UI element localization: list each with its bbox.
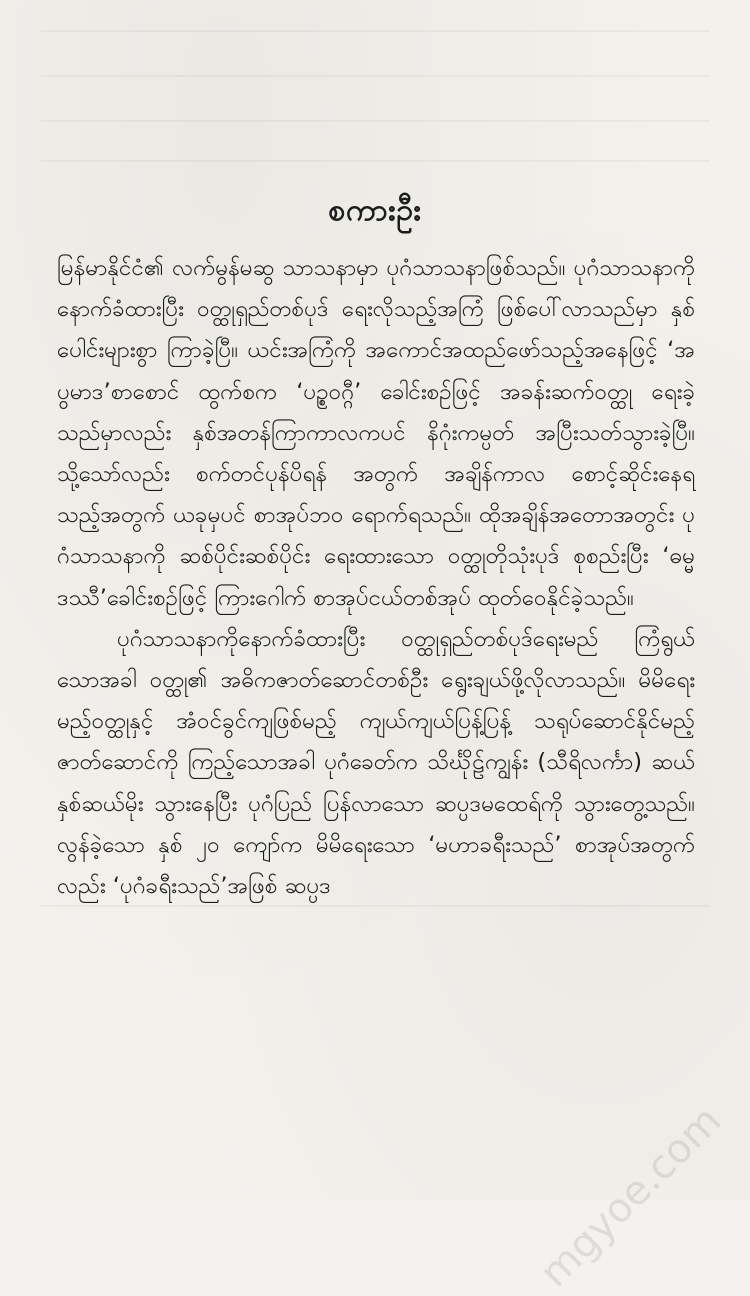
bleed-through-line (40, 75, 710, 77)
paragraph: မြန်မာနိုင်ငံ၏ လက်မွန်မဆွ သာသနာမှာ ပုဂံသာသနာဖြစ်သည်။ ပုဂံသာသနာကို နောက်ခံထားပြီး ဝတ္ထုရှည်တစ်ပုဒ် ရေးလိုသည့်အကြံ ဖြစ်ပေါ်လာသည်မှာ နှစ်ပေါင်းများစွာ ကြာခဲ့ပြီ။ ယင်းအကြံကို အကောင်အထည်ဖော်သည့်အနေဖြင့် ‘အပွမာဒ’စာစောင် ထွက်စက ‘ပဥ္စဝဂ္ဂီ’ ခေါင်းစဉ်ဖြင့် အခန်းဆက်ဝတ္ထု ရေးခဲ့သည်မှာလည်း နှစ်အတန်ကြာကာလကပင် နိဂုံးကမ္ပတ် အပြီးသတ်သွားခဲ့ပြီ။ သို့သော်လည်း စက်တင်ပုန်ပိရန် အတွက် အချိန်ကာလ စောင့်ဆိုင်းနေရသည့်အတွက် ယခုမှပင် စာအုပ်ဘဝ ရောက်ရသည်။ ထိုအချိန်အတောအတွင်း ပုဂံသာသနာကို ဆစ်ပိုင်းဆစ်ပိုင်း ရေးထားသော ဝတ္ထုတိုသုံးပုဒ် စုစည်းပြီး ‘ဓမ္မဒဿီ’ခေါင်းစဉ်ဖြင့် ကြားဂေါက် စာအုပ်ငယ်တစ်အုပ် ထုတ်ဝေနိုင်ခဲ့သည်။ (57, 255, 695, 611)
body-text (57, 248, 695, 907)
paragraph: ပုဂံသာသနာကိုနောက်ခံထားပြီး ဝတ္ထုရှည်တစ်ပုဒ်ရေးမည် ကြံရွယ်သောအခါ ဝတ္ထု၏ အဓိကဇာတ်ဆောင်တစ်ဦး ရွေးချယ်ဖို့လိုလာသည်။ မိမိရေးမည့်ဝတ္ထုနှင့် အံဝင်ခွင်ကျဖြစ်မည့် ကျယ်ကျယ်ပြန့်ပြန့် သရုပ်ဆောင်နိုင်မည့် ဇာတ်ဆောင်ကို ကြည့်သောအခါ ပုဂံခေတ်က သိင်္ဃိုဠ်ကျွန်း (သီရိလင်္ကာ) ဆယ်နှစ်ဆယ်မိုး သွားနေပြီး ပုဂံပြည် ပြန်လာသော ဆပ္ပဒမထေရ်ကို သွားတွေ့သည်။ လွန်ခဲ့သော နှစ် ၂၀ ကျော်က မိမိရေးသော ‘မဟာခရီးသည်’ စာအုပ်အတွက်လည်း ‘ပုဂံခရီးသည်’အဖြစ် ဆပ္ပဒ (57, 625, 695, 900)
page-title: စကားဦး (328, 193, 422, 228)
bleed-through-line (40, 160, 710, 162)
bleed-through-line (40, 120, 710, 122)
watermark: mgyoe.com (531, 1097, 730, 1296)
bleed-through-line (40, 30, 710, 32)
